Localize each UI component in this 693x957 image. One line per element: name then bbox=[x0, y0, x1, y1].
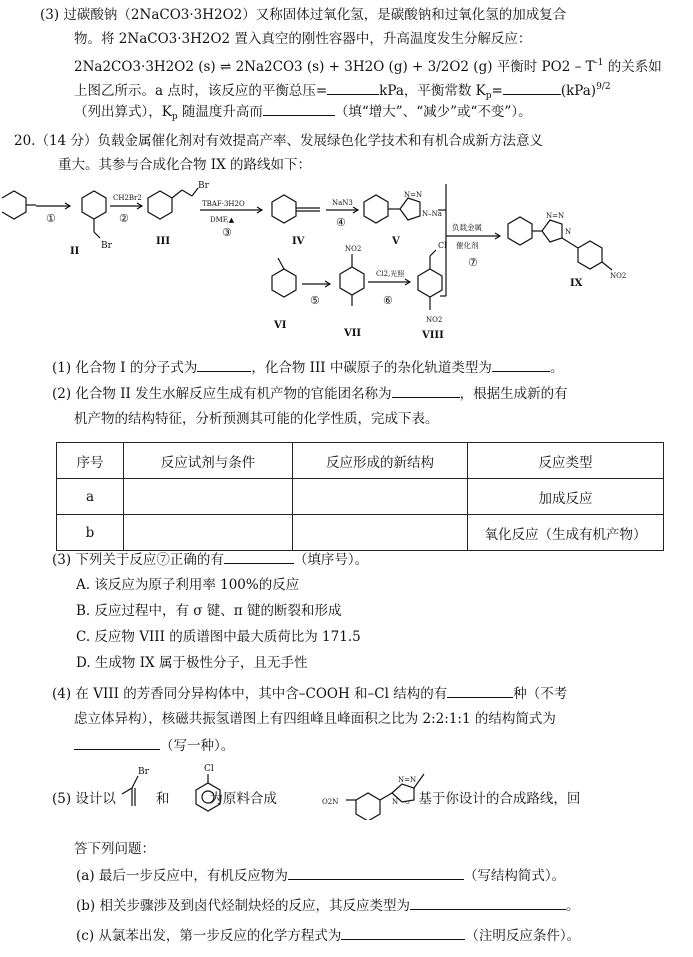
q3-line-3 bbox=[74, 54, 662, 76]
q3-kp-sub: p bbox=[485, 91, 492, 101]
reagent-3b: DMF,▲ bbox=[210, 216, 235, 224]
label-II: II bbox=[70, 246, 80, 257]
reagent-4: NaN3 bbox=[332, 199, 353, 207]
reagent-7a: 负载金属 bbox=[452, 223, 482, 232]
atom-n-sub5-2: N=N bbox=[398, 776, 417, 784]
atom-n-IX-2: N bbox=[565, 228, 572, 236]
sub1-line bbox=[52, 358, 563, 377]
step-6-label: ⑥ bbox=[383, 294, 393, 307]
q3-eq-sign: = bbox=[491, 83, 503, 99]
atom-no2-IX: NO2 bbox=[610, 272, 627, 280]
q20-line-1: 20.（14 分）负载金属催化剂对有效提高产率、发展绿色化学技术和有机合成新方法意义 bbox=[14, 133, 543, 149]
atom-n-sub5-1: N bbox=[392, 798, 399, 806]
sub5-b-text: (b) 相关步骤涉及到卤代烃制炔烃的反应，其反应类型为 bbox=[76, 898, 410, 914]
sub2-answer-group[interactable] bbox=[392, 384, 460, 398]
sub5-text-c: 为原料合成 bbox=[209, 791, 277, 807]
reagent-7b: 催化剂 bbox=[456, 241, 479, 250]
sub5-b bbox=[76, 896, 579, 915]
sub4-line-1 bbox=[52, 684, 567, 703]
q3-line3-end: 的关系如 bbox=[603, 59, 662, 75]
arrow-step-7 bbox=[438, 184, 500, 296]
atom-cl-VIII: Cl bbox=[438, 241, 447, 250]
atom-no2-VII: NO2 bbox=[345, 245, 362, 253]
atom-cl-sub5: Cl bbox=[204, 764, 214, 774]
compound-VII-structure bbox=[340, 254, 364, 306]
q3-answer-pressure[interactable] bbox=[327, 81, 379, 95]
arrow-step-1 bbox=[36, 203, 70, 209]
sub2-line-2: 机产物的结构特征，分析预测其可能的化学性质，完成下表。 bbox=[74, 411, 439, 427]
table-header: 反应形成的新结构 bbox=[293, 443, 468, 479]
table-cell-input[interactable] bbox=[124, 479, 293, 515]
label-V: V bbox=[392, 236, 400, 247]
atom-n-IX-1: N=N bbox=[546, 212, 565, 220]
table-header: 反应类型 bbox=[468, 443, 664, 479]
step-3-label: ③ bbox=[222, 226, 232, 239]
table-header-row bbox=[57, 443, 664, 479]
sub3-option-a: A. 该反应为原子利用率 100%的反应 bbox=[76, 577, 300, 593]
q3-kp-sub-2: p bbox=[171, 112, 178, 122]
sub4-text-b: 种（不考 bbox=[513, 686, 568, 702]
q3-fill-hint: （填“增大”、“减少”或“不变”）。 bbox=[334, 104, 532, 120]
compound-II-structure bbox=[82, 191, 106, 238]
sub2-text-b: ，根据生成新的有 bbox=[459, 386, 568, 402]
atom-n-V-2: N–Na bbox=[422, 210, 442, 218]
reagent-3a: TBAF·3H2O bbox=[202, 200, 245, 208]
label-VIII: VIII bbox=[422, 330, 444, 341]
table-cell-input[interactable] bbox=[293, 479, 468, 515]
sub3-option-d: D. 生成物 IX 属于极性分子，且无手性 bbox=[76, 655, 308, 671]
sub5-b-end: 。 bbox=[565, 898, 580, 914]
sub1-text-a: (1) 化合物 I 的分子式为 bbox=[52, 360, 198, 376]
step-7-label: ⑦ bbox=[468, 256, 478, 269]
arrow-step-4 bbox=[326, 207, 358, 213]
label-VII: VII bbox=[344, 328, 362, 339]
sub4-text-c: （写一种）。 bbox=[160, 738, 235, 754]
sub4-line-3 bbox=[74, 736, 234, 755]
step-2-label: ② bbox=[119, 212, 129, 225]
q3-line-1: (3) 过碳酸钠（2NaCO3·3H2O2）又称固体过氧化氢，是碳酸钠和过氧化氢的加成复合 bbox=[40, 7, 567, 23]
table-cell: 氧化反应（生成有机产物） bbox=[468, 515, 664, 551]
q3-answer-kp[interactable] bbox=[503, 81, 561, 95]
sub2-line-1 bbox=[52, 384, 568, 403]
sub4-text-a: (4) 在 VIII 的芳香同分异构体中，其中含–COOH 和–Cl 结构的有 bbox=[52, 686, 448, 702]
sub5-a-hint: （写结构简式）。 bbox=[463, 868, 566, 884]
table-row bbox=[57, 479, 664, 515]
table-header: 反应试剂与条件 bbox=[124, 443, 293, 479]
label-IV: IV bbox=[292, 236, 305, 247]
atom-no2-VIII: NO2 bbox=[426, 316, 443, 324]
sub4-answer-structure[interactable] bbox=[74, 736, 160, 750]
sub5-text-b: 和 bbox=[155, 791, 170, 807]
step-4-label: ④ bbox=[336, 216, 346, 229]
arrow-step-5 bbox=[302, 281, 330, 287]
label-III: III bbox=[156, 236, 171, 247]
q3-unit-sup: 9/2 bbox=[596, 82, 611, 92]
sub5-a-text: (a) 最后一步反应中，有机反应物为 bbox=[76, 868, 288, 884]
compound-IX-structure bbox=[508, 217, 612, 270]
table-cell-input[interactable] bbox=[293, 515, 468, 551]
sub5-a-answer[interactable] bbox=[288, 866, 464, 880]
sub5-structures bbox=[0, 760, 693, 820]
atom-br-III: Br bbox=[198, 181, 209, 191]
table-cell: a bbox=[57, 479, 124, 515]
sub2-text-a: (2) 化合物 II 发生水解反应生成有机产物的官能团名称为 bbox=[52, 386, 392, 402]
sub1-text-b: ，化合物 III 中碳原子的杂化轨道类型为 bbox=[251, 360, 492, 376]
table-row bbox=[57, 515, 664, 551]
compound-IV-structure bbox=[272, 195, 320, 223]
sub5-text-d: 。基于你设计的合成路线，回 bbox=[404, 791, 581, 807]
arrow-step-2 bbox=[110, 203, 142, 209]
q3-line-5 bbox=[74, 102, 532, 126]
label-VI: VI bbox=[274, 320, 287, 331]
step-1-label: ① bbox=[46, 212, 56, 225]
sub3-option-c: C. 反应物 VIII 的质谱图中最大质荷比为 171.5 bbox=[76, 629, 361, 645]
q3-unit: (kPa) bbox=[560, 83, 597, 99]
table-cell: 加成反应 bbox=[468, 479, 664, 515]
table-header: 序号 bbox=[57, 443, 124, 479]
sub5-c bbox=[76, 926, 580, 945]
sub5-line-2: 答下列问题： bbox=[74, 841, 155, 857]
compound-V-structure bbox=[364, 195, 420, 223]
sub1-answer-formula[interactable] bbox=[197, 358, 251, 372]
sub3-stem bbox=[52, 550, 368, 569]
sub3-text-b: （填序号）。 bbox=[293, 552, 369, 568]
q20-line-2: 重大。其参与合成化合物 IX 的路线如下： bbox=[58, 157, 312, 173]
q3-line-4 bbox=[74, 78, 611, 105]
sub5-text-a: (5) 设计以 bbox=[52, 791, 116, 807]
compound-III-structure bbox=[148, 188, 198, 219]
q3-trend-label: 随温度升高而 bbox=[177, 104, 263, 120]
sub1-answer-hybrid[interactable] bbox=[492, 358, 550, 372]
reagent-2: CH2Br2 bbox=[113, 194, 142, 202]
sub5-c-answer[interactable] bbox=[341, 926, 465, 940]
compound-I-structure bbox=[2, 191, 36, 219]
synthesis-scheme bbox=[0, 176, 693, 348]
sub3-option-b: B. 反应过程中，有 σ 键、π 键的断裂和形成 bbox=[76, 603, 342, 619]
q3-equation: 2Na2CO3·3H2O2 (s) ⇌ 2Na2CO3 (s) + 3H2O (g) + 3/2O2 (g) 平衡时 PO2 – T bbox=[74, 59, 595, 75]
table-cell: b bbox=[57, 515, 124, 551]
step-5-label: ⑤ bbox=[310, 294, 320, 307]
sub4-answer-count[interactable] bbox=[447, 684, 513, 698]
q3-sup: -1 bbox=[594, 58, 604, 68]
chlorobenzene-structure bbox=[196, 774, 220, 811]
label-IX: IX bbox=[570, 278, 583, 289]
sub5-c-hint: （注明反应条件）。 bbox=[465, 928, 581, 944]
arrow-step-6 bbox=[368, 279, 410, 285]
sub3-answer[interactable] bbox=[224, 550, 294, 564]
atom-o2n-sub5: O2N bbox=[322, 798, 339, 806]
q3-note: （列出算式），K bbox=[74, 104, 172, 120]
atom-n-V-1: N=N bbox=[404, 191, 423, 199]
atom-br-sub5: Br bbox=[138, 767, 149, 777]
reaction-table bbox=[56, 442, 664, 551]
sub3-text-a: (3) 下列关于反应⑦正确的有 bbox=[52, 552, 224, 568]
sub5-b-answer[interactable] bbox=[410, 896, 566, 910]
q3-kp-label: kPa，平衡常数 K bbox=[379, 83, 486, 99]
atom-br-II: Br bbox=[101, 241, 112, 251]
reagent-6: Cl2,光照 bbox=[376, 270, 405, 278]
compound-VIII-structure bbox=[418, 250, 442, 310]
sub5-c-text: (c) 从氯苯出发，第一步反应的化学方程式为 bbox=[76, 928, 342, 944]
sub4-line-2: 虑立体异构），核磁共振氢谱图上有四组峰且峰面积之比为 2:2:1:1 的结构简式为 bbox=[74, 711, 556, 727]
q3-answer-trend[interactable] bbox=[263, 102, 335, 116]
sub1-text-c: 。 bbox=[549, 360, 564, 376]
table-cell-input[interactable] bbox=[124, 515, 293, 551]
q3-total-pressure-label: 上图乙所示。a 点时，该反应的平衡总压= bbox=[74, 83, 328, 99]
sub5-a bbox=[76, 866, 565, 885]
bromopropene-structure bbox=[122, 776, 138, 806]
compound-VI-structure bbox=[272, 258, 296, 297]
q3-line-2: 物。将 2NaCO3·3H2O2 置入真空的刚性容器中，升高温度发生分解反应： bbox=[74, 31, 532, 47]
